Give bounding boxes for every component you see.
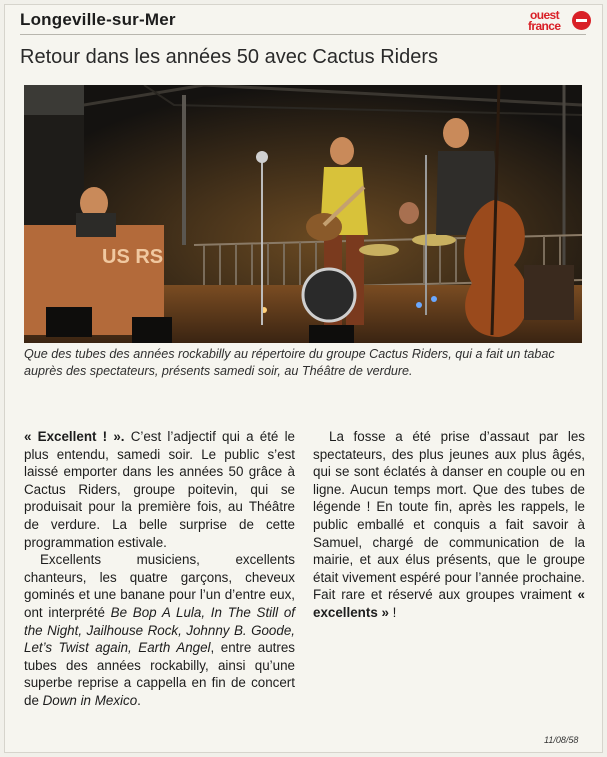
paragraph-2-intro: Excellents musiciens, excellents chanteurs, les quatre garçons, cheveux gominés et une banane pour l’un d’entre eux, ont interprété bbox=[24, 552, 295, 620]
article-headline: Retour dans les années 50 avec Cactus Riders bbox=[20, 46, 439, 68]
ouest-france-logo bbox=[522, 8, 592, 36]
paragraph-2-period: . bbox=[137, 692, 141, 708]
article-column-right bbox=[313, 428, 585, 622]
article-column-left bbox=[24, 428, 295, 710]
clipping-date: 11/08/58 bbox=[544, 735, 579, 745]
paragraph-1-text: C’est l’adjectif qui a été le plus entendu, samedi soir. Le public s’est laissé emporter dans les années 50 grâce à Cactus Riders, groupe poitevin, qui se produisait pour la première fois, au Théâtre de verdure. La belle surprise de cette programmation estivale. bbox=[24, 429, 295, 550]
article-paragraph-3 bbox=[313, 428, 585, 622]
song-list: Be Bop A Lula, In The Still of the Night, Jailhouse Rock, Johnny B. Goode, Let’s Twist again, Earth Angel bbox=[24, 604, 295, 656]
location-heading: Longeville-sur-Mer bbox=[20, 10, 176, 29]
song-down-in-mexico: Down in Mexico bbox=[42, 692, 138, 708]
article-paragraph-1 bbox=[24, 428, 295, 551]
logo-word-france: france bbox=[528, 19, 561, 33]
paragraph-3-end: ! bbox=[388, 604, 397, 620]
booth-banner-text: US RS bbox=[102, 246, 164, 268]
paragraph-2-continued: , entre autres tubes des années rockabilly, ainsi qu’une superbe reprise a cappella en fin de concert de bbox=[24, 640, 295, 708]
photo-caption: Que des tubes des années rockabilly au répertoire du groupe Cactus Riders, qui a fait un tabac auprès des spectateurs, présents samedi soir, au Théâtre de verdure. bbox=[24, 347, 555, 378]
excellent-quote: « Excellent ! ». bbox=[24, 429, 125, 444]
header-divider bbox=[20, 34, 586, 35]
logo-word-ouest: ouest bbox=[530, 8, 560, 22]
logo-disc-icon bbox=[572, 11, 591, 30]
article-paragraph-2 bbox=[24, 551, 295, 709]
paragraph-3-text: La fosse a été prise d’assaut par les spectateurs, des plus jeunes aux plus âgés, qui se sont éclatés à danser en couple ou en ligne. Aucun temps mort. Que des tubes de légende ! En toute fin, après les rappels, le public emballé et conquis a fait savoir à Samuel, chargé de communication de la mairie, et aux élus présents, que le groupe était vivement espéré pour l’année prochaine. Fait rare et réservé aux groupes vraiment bbox=[313, 429, 585, 603]
concert-photo bbox=[24, 85, 582, 343]
excellents-quote: « excellents » bbox=[313, 587, 585, 620]
